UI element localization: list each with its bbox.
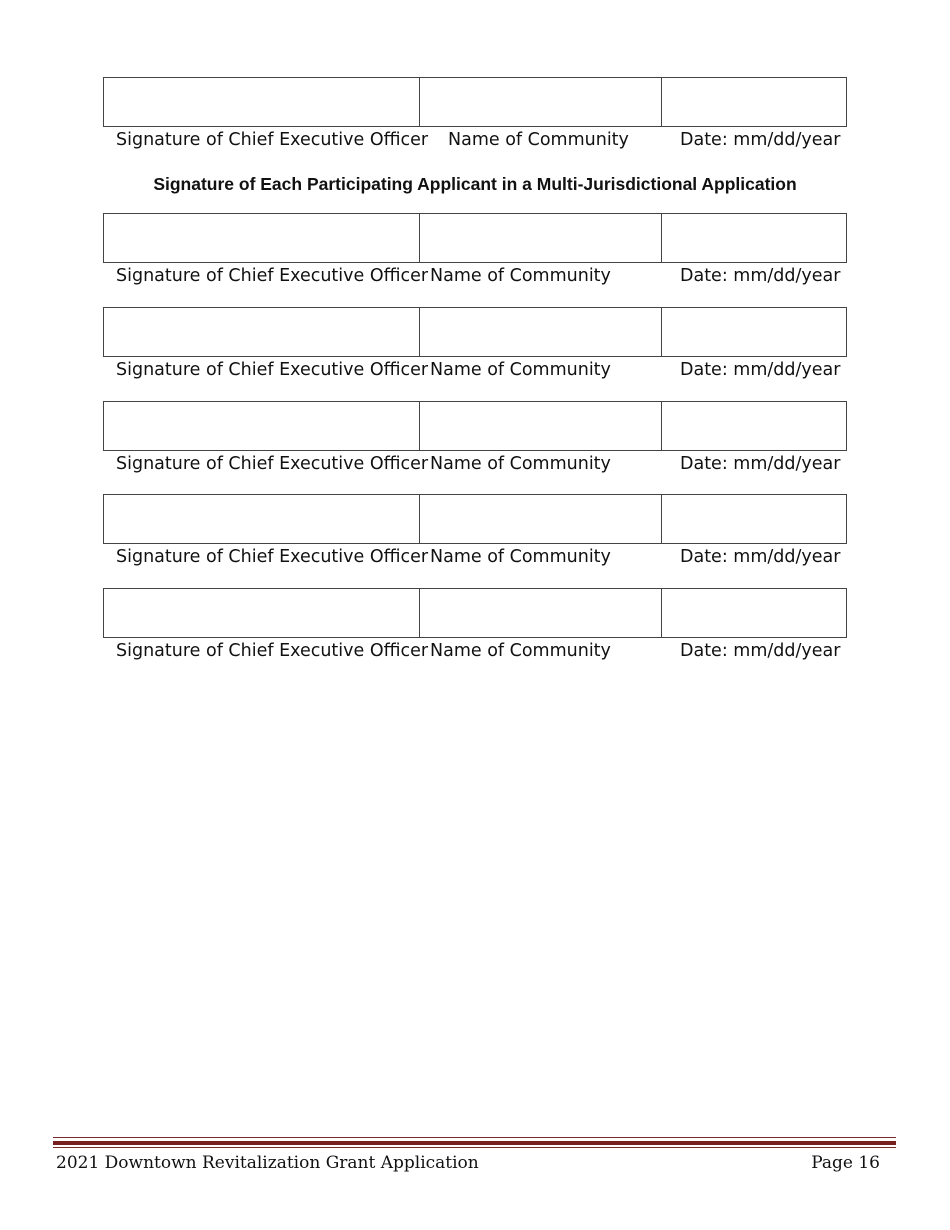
community-label: Name of Community [430, 547, 611, 567]
signature-label: Signature of Chief Executive Officer [116, 454, 429, 474]
date-field[interactable] [662, 308, 846, 356]
signature-field[interactable] [104, 214, 420, 262]
signature-labels [103, 357, 847, 383]
section-heading: Signature of Each Participating Applicant in a Multi-Jurisdictional Application [153, 174, 797, 194]
signature-boxes [103, 307, 847, 357]
signature-boxes [103, 401, 847, 451]
signature-labels [103, 263, 847, 289]
community-label: Name of Community [430, 641, 611, 661]
community-label: Name of Community [430, 454, 611, 474]
footer-document-title: 2021 Downtown Revitalization Grant Application [56, 1153, 479, 1173]
date-label: Date: mm/dd/year [680, 641, 841, 661]
date-label: Date: mm/dd/year [680, 360, 841, 380]
signature-boxes [103, 494, 847, 544]
signature-field[interactable] [104, 402, 420, 450]
signature-field[interactable] [104, 78, 420, 126]
community-label: Name of Community [430, 360, 611, 380]
date-field[interactable] [662, 214, 846, 262]
signature-boxes [103, 588, 847, 638]
signature-row-participant-2 [103, 307, 847, 383]
signature-boxes [103, 213, 847, 263]
signature-label: Signature of Chief Executive Officer [116, 130, 429, 150]
signature-label: Signature of Chief Executive Officer [116, 641, 429, 661]
community-name-field[interactable] [420, 495, 662, 543]
signature-row-participant-4 [103, 494, 847, 570]
community-name-field[interactable] [420, 214, 662, 262]
signature-field[interactable] [104, 495, 420, 543]
signature-row-primary [103, 77, 847, 153]
footer-rule-top [53, 1137, 896, 1138]
community-name-field[interactable] [420, 78, 662, 126]
signature-label: Signature of Chief Executive Officer [116, 547, 429, 567]
date-field[interactable] [662, 495, 846, 543]
signature-label: Signature of Chief Executive Officer [116, 360, 429, 380]
community-name-field[interactable] [420, 402, 662, 450]
signature-labels [103, 127, 847, 153]
signature-boxes [103, 77, 847, 127]
footer-rule-bottom [53, 1147, 896, 1148]
date-field[interactable] [662, 589, 846, 637]
footer-page-number: Page 16 [811, 1153, 880, 1173]
date-label: Date: mm/dd/year [680, 454, 841, 474]
signature-labels [103, 544, 847, 570]
date-label: Date: mm/dd/year [680, 266, 841, 286]
community-name-field[interactable] [420, 308, 662, 356]
community-name-field[interactable] [420, 589, 662, 637]
signature-field[interactable] [104, 308, 420, 356]
date-label: Date: mm/dd/year [680, 547, 841, 567]
signature-field[interactable] [104, 589, 420, 637]
signature-labels [103, 451, 847, 477]
signature-labels [103, 638, 847, 664]
signature-row-participant-1 [103, 213, 847, 289]
signature-row-participant-3 [103, 401, 847, 477]
signature-label: Signature of Chief Executive Officer [116, 266, 429, 286]
date-label: Date: mm/dd/year [680, 130, 841, 150]
signature-row-participant-5 [103, 588, 847, 664]
community-label: Name of Community [448, 130, 629, 150]
date-field[interactable] [662, 402, 846, 450]
community-label: Name of Community [430, 266, 611, 286]
date-field[interactable] [662, 78, 846, 126]
footer-rule-thick [53, 1141, 896, 1145]
